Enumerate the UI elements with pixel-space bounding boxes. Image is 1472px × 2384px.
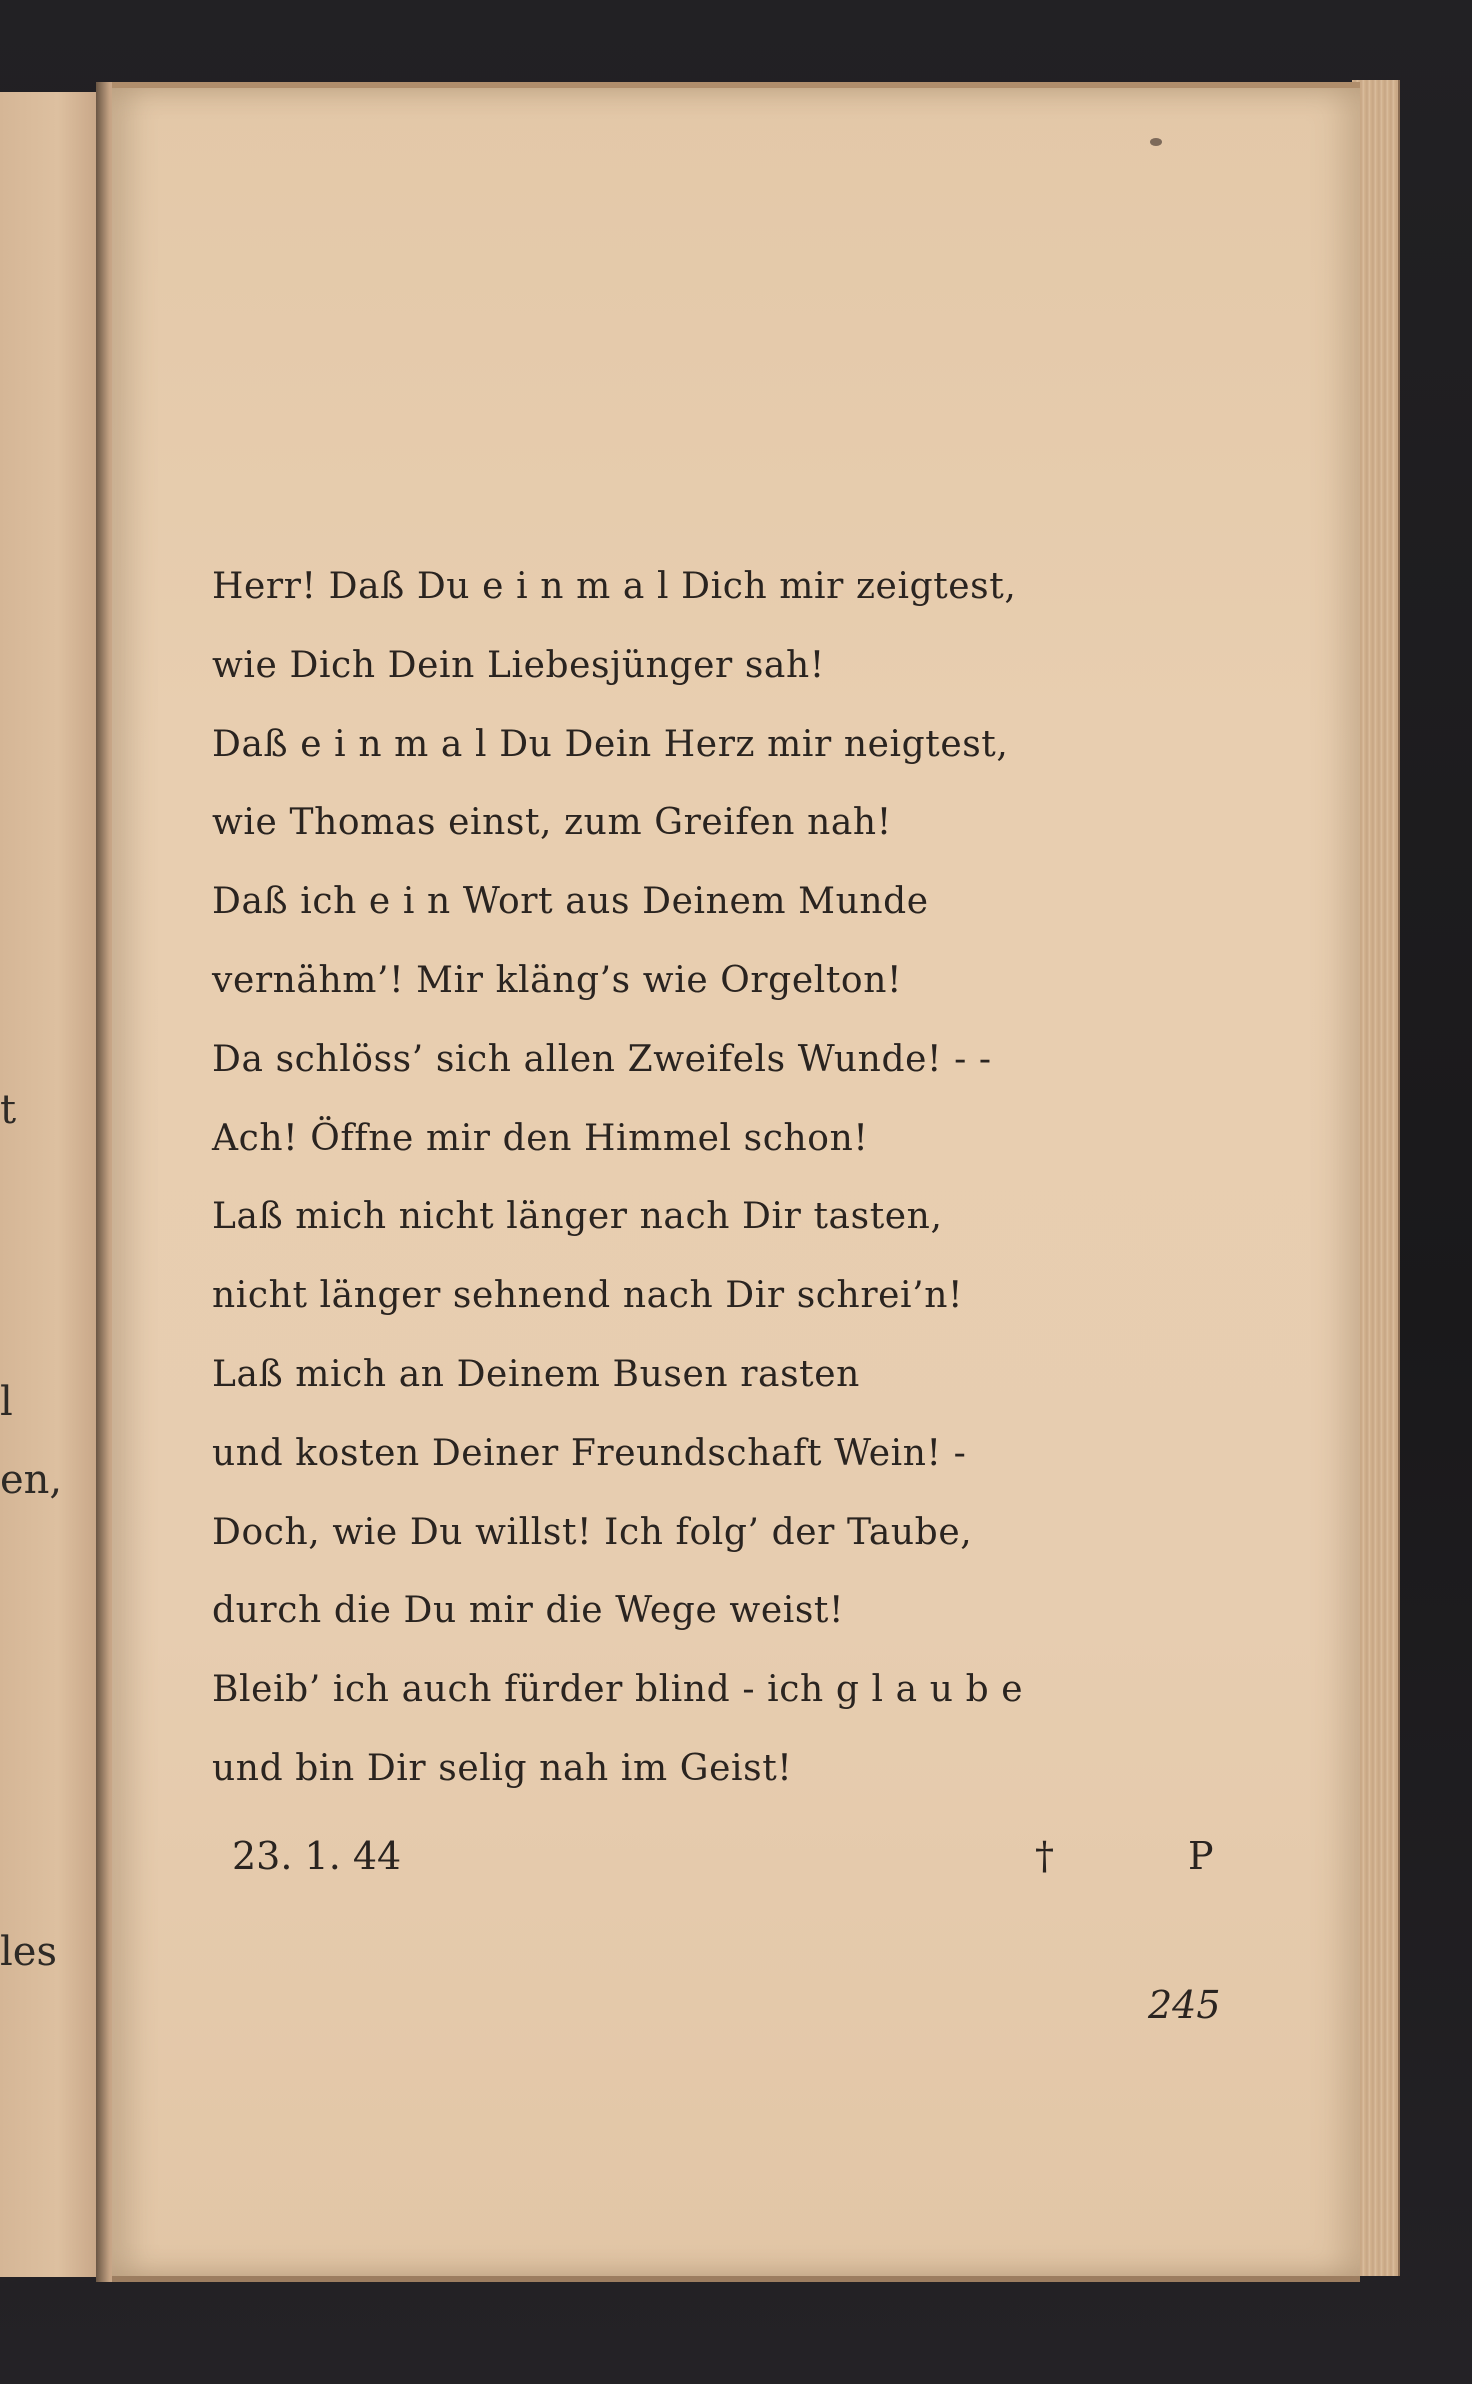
poem-line: Doch, wie Du willst! Ich folg’ der Taube, bbox=[212, 1511, 973, 1553]
poem-footer bbox=[0, 1826, 1472, 1886]
left-page-fragment: l bbox=[0, 1379, 13, 1425]
poem-line: Bleib’ ich auch fürder blind - ich g l a u b e bbox=[212, 1669, 1024, 1711]
cross-symbol: † bbox=[1035, 1834, 1054, 1878]
poem-line: Daß e i n m a l Du Dein Herz mir neigtest, bbox=[212, 723, 1009, 765]
poem-line: wie Dich Dein Liebesjünger sah! bbox=[212, 644, 825, 686]
paper-stain bbox=[1150, 138, 1162, 146]
poem bbox=[212, 548, 1112, 1809]
poem-line: Herr! Daß Du e i n m a l Dich mir zeigtest, bbox=[212, 566, 1017, 607]
poem-line: und bin Dir selig nah im Geist! bbox=[212, 1747, 793, 1789]
poem-line: vernähm’! Mir kläng’s wie Orgelton! bbox=[212, 959, 903, 1001]
poem-line: Laß mich an Deinem Busen rasten bbox=[212, 1353, 860, 1395]
page-number: 245 bbox=[1148, 1983, 1221, 2027]
poem-line: und kosten Deiner Freundschaft Wein! - bbox=[212, 1432, 967, 1474]
author-initial: P bbox=[1188, 1834, 1214, 1878]
previous-page-edge bbox=[0, 92, 99, 2277]
left-page-fragment: t bbox=[0, 1087, 17, 1133]
poem-line: Da schlöss’ sich allen Zweifels Wunde! - - bbox=[212, 1038, 992, 1080]
poem-line: nicht länger sehnend nach Dir schrei’n! bbox=[212, 1275, 964, 1317]
poem-line: Ach! Öffne mir den Himmel schon! bbox=[212, 1117, 869, 1159]
poem-line: Daß ich e i n Wort aus Deinem Munde bbox=[212, 881, 929, 923]
poem-date: 23. 1. 44 bbox=[232, 1834, 402, 1878]
poem-line: wie Thomas einst, zum Greifen nah! bbox=[212, 802, 892, 844]
poem-line: Laß mich nicht länger nach Dir tasten, bbox=[212, 1196, 943, 1238]
left-page-fragment: en, bbox=[0, 1457, 63, 1503]
left-page-fragment: les bbox=[0, 1929, 57, 1975]
poem-line: durch die Du mir die Wege weist! bbox=[212, 1590, 845, 1632]
